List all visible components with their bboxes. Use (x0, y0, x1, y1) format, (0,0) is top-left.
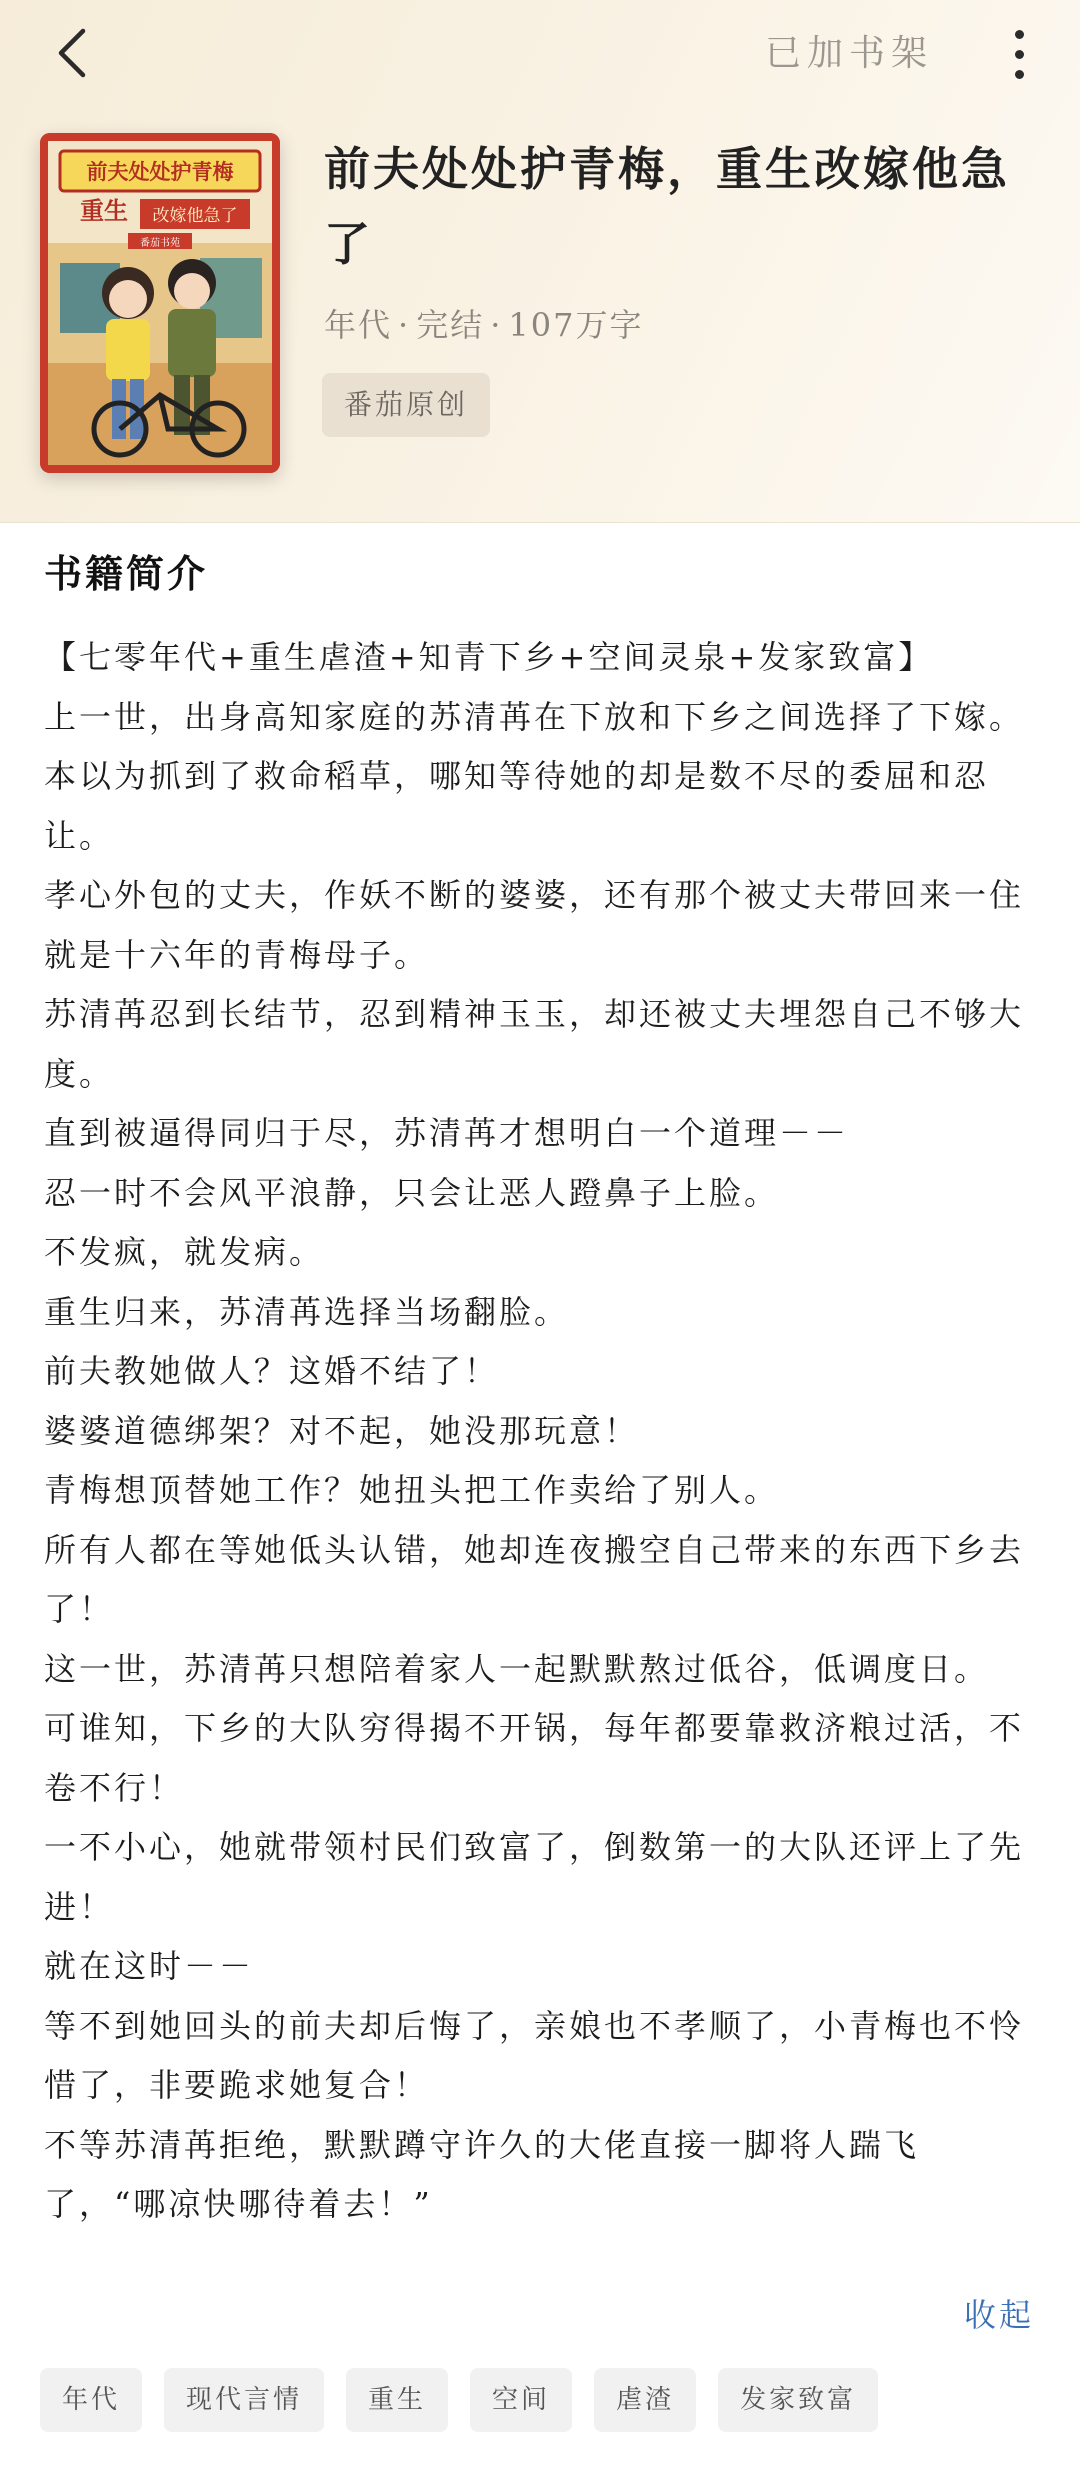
tag-chip[interactable]: 发家致富 (718, 2368, 878, 2432)
meta-separator: · (490, 306, 503, 344)
collapse-button[interactable]: 收起 (964, 2296, 1035, 2334)
synopsis-paragraph: 就在这时－－ (44, 1947, 255, 1985)
synopsis-paragraph: 等不到她回头的前夫却后悔了，亲娘也不孝顺了，小青梅也不怜惜了，非要跪求她复合！ (44, 2006, 1025, 2104)
synopsis-paragraph: 忍一时不会风平浪静，只会让恶人蹬鼻子上脸。 (44, 1173, 780, 1212)
tag-chip[interactable]: 年代 (40, 2368, 142, 2432)
back-button[interactable] (36, 18, 106, 88)
more-dot (1015, 70, 1024, 79)
synopsis-paragraph: 上一世，出身高知家庭的苏清苒在下放和下乡之间选择了下嫁。 (44, 697, 1025, 736)
book-word-count: 107万字 (508, 306, 644, 344)
book-status: 完结 (416, 306, 485, 344)
synopsis-paragraph: 本以为抓到了救命稻草，哪知等待她的却是数不尽的委屈和忍让。 (44, 757, 990, 855)
synopsis-paragraph: 苏清苒忍到长结节，忍到精神玉玉，却还被丈夫埋怨自己不够大度。 (44, 995, 1025, 1093)
chevron-left-icon (53, 27, 89, 79)
synopsis-paragraph: 这一世，苏清苒只想陪着家人一起默默熬过低谷，低调度日。 (44, 1649, 990, 1688)
cover-illustration (40, 133, 280, 473)
synopsis-paragraph: 【七零年代+重生虐渣+知青下乡+空间灵泉+发家致富】 (44, 638, 934, 676)
synopsis-paragraph: 一不小心，她就带领村民们致富了，倒数第一的大队还评上了先进！ (44, 1828, 1025, 1926)
cover-banner-title: 前夫处处护青梅 (86, 159, 234, 184)
synopsis-paragraph: 重生归来，苏清苒选择当场翻脸。 (44, 1292, 570, 1331)
synopsis-paragraph: 可谁知，下乡的大队穷得揭不开锅，每年都要靠救济粮过活，不卷不行！ (44, 1709, 1025, 1807)
synopsis-paragraph: 直到被逼得同归于尽，苏清苒才想明白一个道理－－ (44, 1114, 850, 1152)
tag-chip[interactable]: 空间 (470, 2368, 572, 2432)
publisher-tag[interactable]: 番茄原创 (322, 373, 490, 437)
cover-banner-left: 重生 (80, 196, 128, 225)
synopsis-paragraph: 所有人都在等她低头认错，她却连夜搬空自己带来的东西下乡去了！ (44, 1530, 1025, 1628)
meta-separator: · (398, 306, 411, 344)
book-meta (324, 300, 824, 350)
synopsis-heading: 书籍简介 (44, 551, 209, 596)
tag-chip[interactable]: 重生 (346, 2368, 448, 2432)
shelf-status-label[interactable]: 已加书架 (765, 33, 934, 74)
more-options-button[interactable] (992, 18, 1046, 90)
synopsis-paragraph: 孝心外包的丈夫，作妖不断的婆婆，还有那个被丈夫带回来一住就是十六年的青梅母子。 (44, 876, 1025, 974)
tag-list (40, 2368, 878, 2432)
synopsis-paragraph: 青梅想顶替她工作？她扭头把工作卖给了别人。 (44, 1471, 780, 1509)
synopsis-text (44, 628, 1039, 2235)
cover-author-badge: 番茄书苑 (140, 238, 180, 249)
book-header (0, 0, 1080, 523)
book-genre: 年代 (324, 306, 393, 344)
tag-chip[interactable]: 虐渣 (594, 2368, 696, 2432)
more-vertical-icon (1015, 30, 1024, 39)
book-cover[interactable] (40, 133, 280, 473)
more-dot (1015, 50, 1024, 59)
cover-banner-right: 改嫁他急了 (152, 206, 238, 226)
synopsis-paragraph: 前夫教她做人？这婚不结了！ (44, 1352, 500, 1390)
synopsis-paragraph: 不发疯，就发病。 (44, 1233, 325, 1271)
synopsis-paragraph: 婆婆道德绑架？对不起，她没那玩意！ (44, 1411, 640, 1450)
tag-chip[interactable]: 现代言情 (164, 2368, 324, 2432)
book-title: 前夫处处护青梅，重生改嫁他急了 (324, 142, 1010, 271)
synopsis-paragraph: 不等苏清苒拒绝，默默蹲守许久的大佬直接一脚将人踹飞了，“哪凉快哪待着去！” (44, 2125, 920, 2223)
